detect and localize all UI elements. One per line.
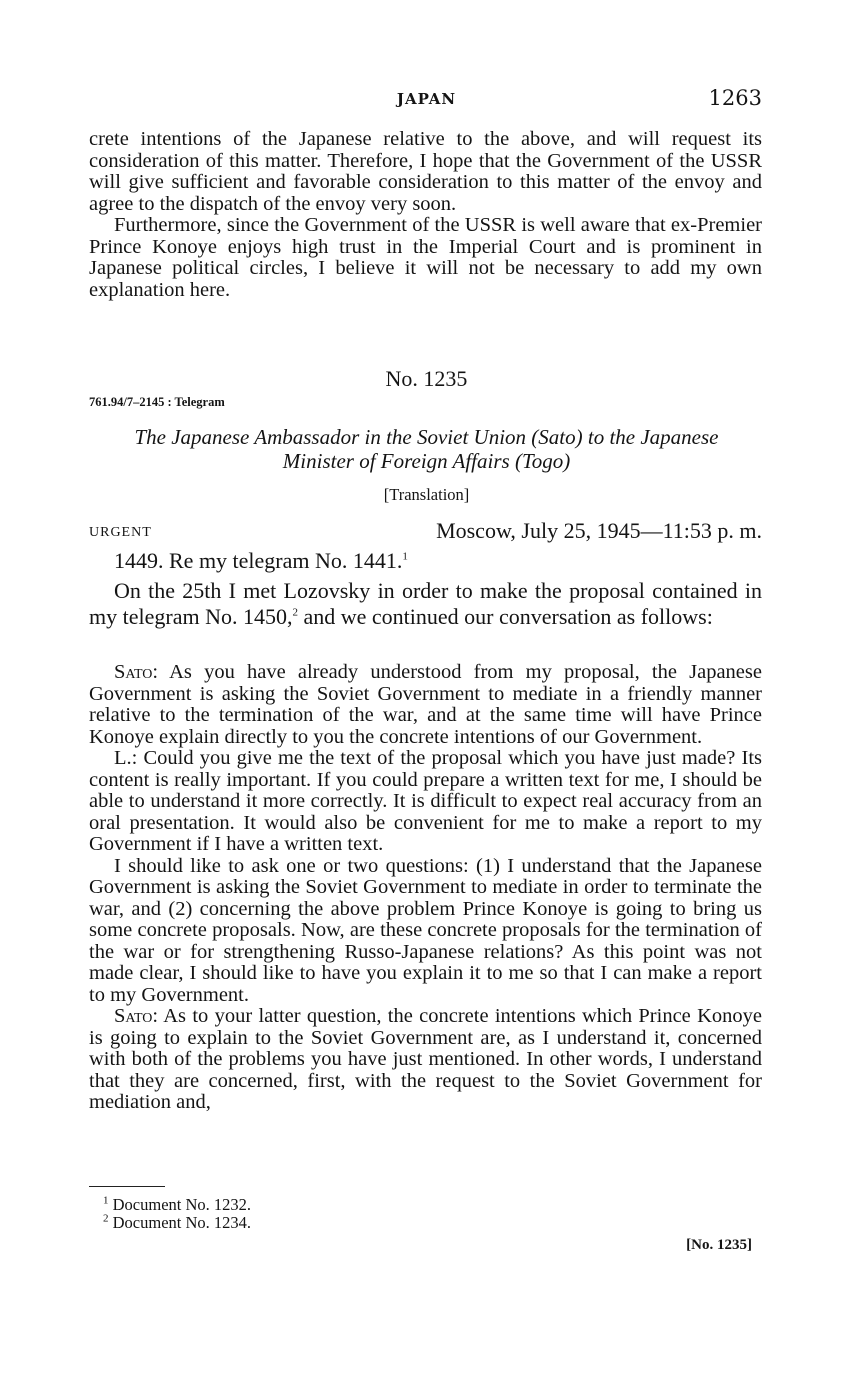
- speaker: Sato: [114, 1005, 153, 1027]
- dialogue-paragraph: L.: Could you give me the text of the proposal which you have just made? Its content is really important. If you could prepare a written text for me, I should be able to understand it more correctly. It is difficult to expect real accuracy from an oral presentation. It would also be convenient for me to make a report to my Government if I have a written text.: [89, 747, 762, 855]
- conversation: [89, 662, 762, 1114]
- translation-note: [Translation]: [383, 485, 470, 504]
- telegram-ref-line: 1449. Re my telegram No. 1441.$^1$: [114, 548, 408, 573]
- footnote-marker: 1: [402, 550, 408, 563]
- dateline: Moscow, July 25, 1945—11:53 p. m.: [436, 518, 762, 543]
- speaker: L.: [114, 747, 132, 769]
- footnote-divider: [89, 1186, 165, 1187]
- dialogue-paragraph: Sato: As to your latter question, the concrete intentions which Prince Konoye is going to explain to the Soviet Government are, as I understand it, concerned with both of the problems you have just mentioned. In other words, I understand that they are concerned, first, with the request to the Soviet Government for mediation and,: [89, 1005, 762, 1113]
- intro-text: [89, 129, 762, 301]
- document-heading: [91, 426, 762, 473]
- footnote-marker: 2: [292, 606, 298, 619]
- dialogue-paragraph: Sato: As you have already understood from my proposal, the Japanese Government is asking the Soviet Government to mediate in a friendly manner relative to the termination of the war, and at the same time will have Prince Konoye explain directly to you the concrete intentions of our Government.: [89, 661, 762, 748]
- priority-label: URGENT: [89, 525, 152, 540]
- heading-line: The Japanese Ambassador in the Soviet Union (Sato) to the Japanese: [134, 425, 719, 449]
- intro-paragraph: Furthermore, since the Government of the USSR is well aware that ex-Premier Prince Konoye enjoys high trust in the Imperial Court and is prominent in Japanese political circles, I believe it will not be necessary to add my own explanation here.: [89, 214, 762, 301]
- footnote: $^2$ Document No. 1234.: [103, 1212, 252, 1232]
- heading-line: Minister of Foreign Affairs (Togo): [282, 448, 571, 473]
- telegram-paragraph: On the 25th I met Lozovsky in order to make the proposal contained in my telegram No. 1450,$^2$ and we continued our conversation as follows:: [89, 578, 762, 629]
- footnote: $^1$ Document No. 1232.: [103, 1194, 252, 1214]
- page-number: 1263: [708, 86, 762, 110]
- file-reference: 761.94/7–2145 : Telegram: [89, 395, 225, 409]
- page-header: [91, 86, 762, 114]
- document-number: No. 1235: [385, 366, 468, 391]
- speaker: Sato: [114, 661, 153, 683]
- dialogue-paragraph: I should like to ask one or two questions: (1) I understand that the Japanese Government is asking the Soviet Government to mediate in order to terminate the war, and (2) concerning the above problem Prince Konoye is going to bring us some concrete proposals. Now, are these concrete proposals for the termination of the war or for strengthening Russo-Japanese relations? As this point was not made clear, I should like to have you explain it to me so that I can make a report to my Government.: [89, 854, 762, 1006]
- document-reference: [No. 1235]: [686, 1237, 752, 1253]
- intro-paragraph: crete intentions of the Japanese relative to the above, and will request its consideration of this matter. Therefore, I hope that the Government of the USSR will give sufficient and favorable consideration to this matter of the envoy and agree to the dispatch of the envoy very soon.: [89, 128, 762, 215]
- running-title: JAPAN: [396, 90, 457, 108]
- telegram-opening: [89, 548, 762, 630]
